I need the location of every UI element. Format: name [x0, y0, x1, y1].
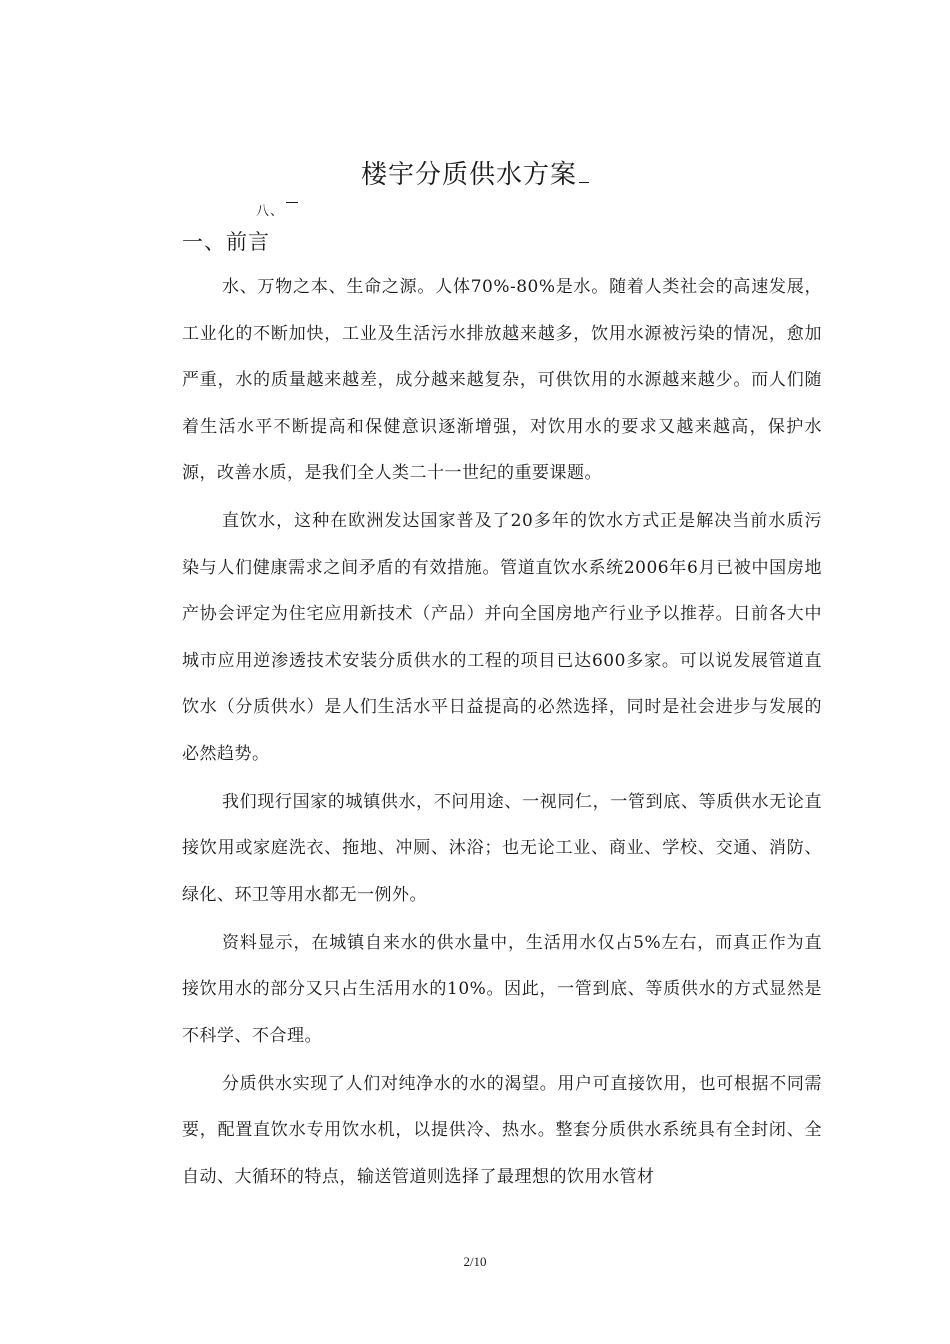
scan-artifact: [256, 200, 298, 219]
document-title: [0, 154, 950, 191]
title-underscore-mark: [579, 180, 589, 183]
paragraph-5: 分质供水实现了人们对纯净水的水的渴望。用户可直接饮用，也可根据不同需要，配置直饮水专用饮水机，以提供冷、热水。整套分质供水系统具有全封闭、全自动、大循环的特点，输送管道则选择了最理想的饮用水管材: [182, 1073, 822, 1187]
section-heading: 一、前言: [182, 230, 270, 254]
paragraph-4: 资料显示，在城镇自来水的供水量中，生活用水仅占5%左右，而真正作为直接饮用水的部分又只占生活用水的10%。因此，一管到底、等质供水的方式显然是不科学、不合理。: [182, 932, 822, 1046]
paragraph-3: 我们现行国家的城镇供水，不问用途、一视同仁，一管到底、等质供水无论直接饮用或家庭洗衣、拖地、冲厕、沐浴；也无论工业、商业、学校、交通、消防、绿化、环卫等用水都无一例外。: [182, 791, 822, 905]
scan-artifact-line: [286, 202, 298, 203]
document-body: [182, 264, 822, 1202]
paragraph-1: 水、万物之本、生命之源。人体70%-80%是水。随着人类社会的高速发展，工业化的不断加快，工业及生活污水排放越来越多，饮用水源被污染的情况，愈加严重，水的质量越来越差，成分越来越复杂，可供饮用的水源越来越少。而人们随着生活水平不断提高和保健意识逐渐增强，对饮用水的要求又越来越高，保护水源，改善水质，是我们全人类二十一世纪的重要课题。: [182, 277, 822, 483]
page-number: 2/10: [463, 1254, 487, 1269]
document-title-text: 楼宇分质供水方案: [360, 160, 577, 190]
paragraph-2: 直饮水，这种在欧洲发达国家普及了20多年的饮水方式正是解决当前水质污染与人们健康需求之间矛盾的有效措施。管道直饮水系统2006年6月已被中国房地产协会评定为住宅应用新技术（产品）并向全国房地产行业予以推荐。日前各大中城市应用逆渗透技术安装分质供水的工程的项目已达600多家。可以说发展管道直饮水（分质供水）是人们生活水平日益提高的必然选择，同时是社会进步与发展的必然趋势。: [182, 511, 822, 764]
scan-artifact-text: 八、: [256, 204, 285, 219]
